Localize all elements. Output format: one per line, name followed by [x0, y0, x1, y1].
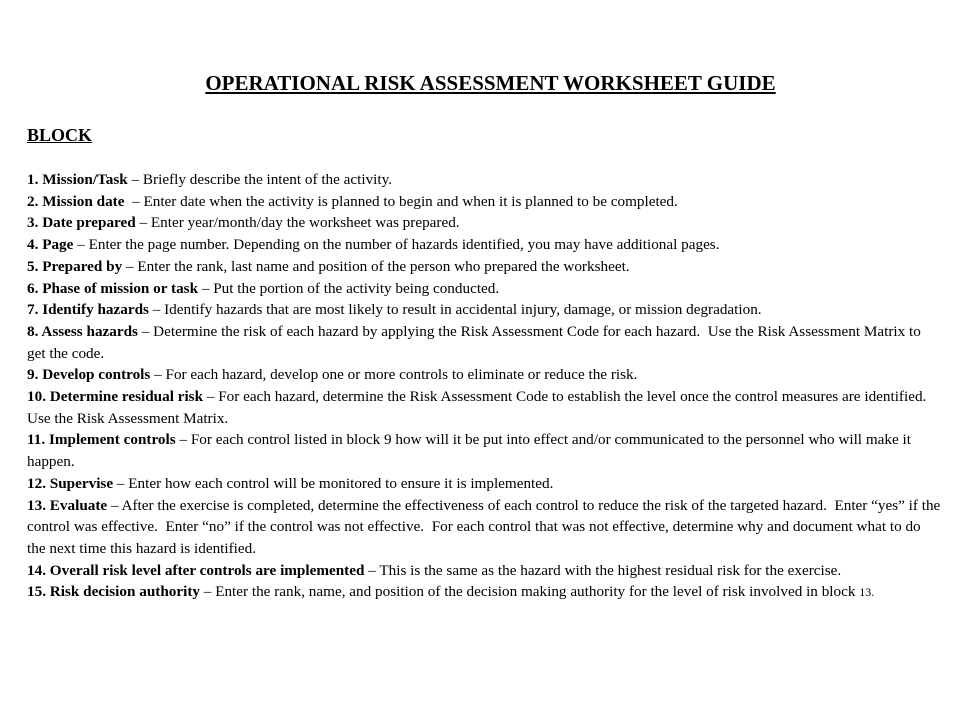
item-term: 10. Determine residual risk	[27, 388, 204, 406]
item-description: – Briefly describe the intent of the activity.	[127, 171, 393, 188]
item-term: 3. Date prepared	[27, 214, 136, 232]
item-term: 2. Mission date	[27, 192, 125, 210]
item-term: 1. Mission/Task	[27, 171, 128, 188]
list-item	[27, 429, 942, 472]
item-description: – Enter the rank, last name and position of the person who prepared the worksheet.	[122, 257, 630, 275]
item-description: – Identify hazards that are most likely to result in accidental injury, damage, or mission degradation.	[148, 301, 762, 319]
item-term: 8. Assess hazards	[27, 322, 138, 340]
list-item	[27, 364, 942, 386]
list-item	[27, 560, 942, 582]
list-item	[27, 169, 942, 191]
item-description: – After the exercise is completed, determine the effectiveness of each control to reduce the risk of the targeted hazard. Enter “yes” if the control was effective. Enter “no” if the control was not effective. For each control that was not effective, determine why and document what to do the next time this hazard is identified.	[27, 496, 945, 557]
block-list	[27, 169, 945, 604]
item-term: 9. Develop controls	[27, 366, 151, 384]
block-heading: BLOCK	[27, 125, 93, 145]
list-item	[27, 234, 942, 256]
item-term: 4. Page	[27, 236, 74, 254]
item-description: – Enter date when the activity is planned to begin and when it is planned to be completed.	[124, 192, 678, 210]
list-item	[27, 473, 942, 495]
list-item	[27, 191, 942, 213]
list-item	[27, 212, 942, 234]
item-term: 6. Phase of mission or task	[27, 279, 199, 297]
item-description: – For each hazard, determine the Risk Assessment Code to establish the level once the control measures are identified. Use the Risk Assessment Matrix.	[27, 388, 934, 427]
item-description: – Put the portion of the activity being conducted.	[198, 279, 500, 297]
item-description: – Enter the rank, name, and position of the decision making authority for the level of risk involved in block	[200, 583, 860, 601]
item-term: 7. Identify hazards	[27, 301, 149, 319]
list-item	[27, 256, 942, 278]
list-item	[27, 299, 942, 321]
list-item	[27, 278, 942, 300]
list-item	[27, 321, 942, 364]
item-block-reference: 13.	[859, 585, 875, 600]
item-term: 12. Supervise	[27, 474, 114, 492]
item-term: 11. Implement controls	[27, 431, 176, 449]
item-description: – For each hazard, develop one or more controls to eliminate or reduce the risk.	[150, 366, 638, 384]
list-item	[27, 386, 942, 429]
item-description: – Enter year/month/day the worksheet was prepared.	[135, 214, 460, 232]
item-term: 5. Prepared by	[27, 257, 123, 275]
item-term: 14. Overall risk level after controls are implemented	[27, 561, 365, 579]
item-description: – Determine the risk of each hazard by applying the Risk Assessment Code for each hazard. Use the Risk Assessment Matrix to get the code.	[27, 322, 925, 362]
item-description: – For each control listed in block 9 how will it be put into effect and/or communicated to the personnel who will make it happen.	[27, 431, 915, 471]
page-title: OPERATIONAL RISK ASSESSMENT WORKSHEET GUIDE	[205, 71, 776, 95]
item-description: – Enter the page number. Depending on the number of hazards identified, you may have additional pages.	[73, 236, 720, 254]
item-description: – This is the same as the hazard with the highest residual risk for the exercise.	[364, 561, 842, 579]
document	[27, 70, 945, 604]
item-term: 13. Evaluate	[27, 496, 108, 514]
list-item	[27, 495, 945, 560]
item-description: – Enter how each control will be monitored to ensure it is implemented.	[113, 474, 554, 492]
list-item	[27, 581, 942, 604]
item-term: 15. Risk decision authority	[27, 583, 200, 601]
